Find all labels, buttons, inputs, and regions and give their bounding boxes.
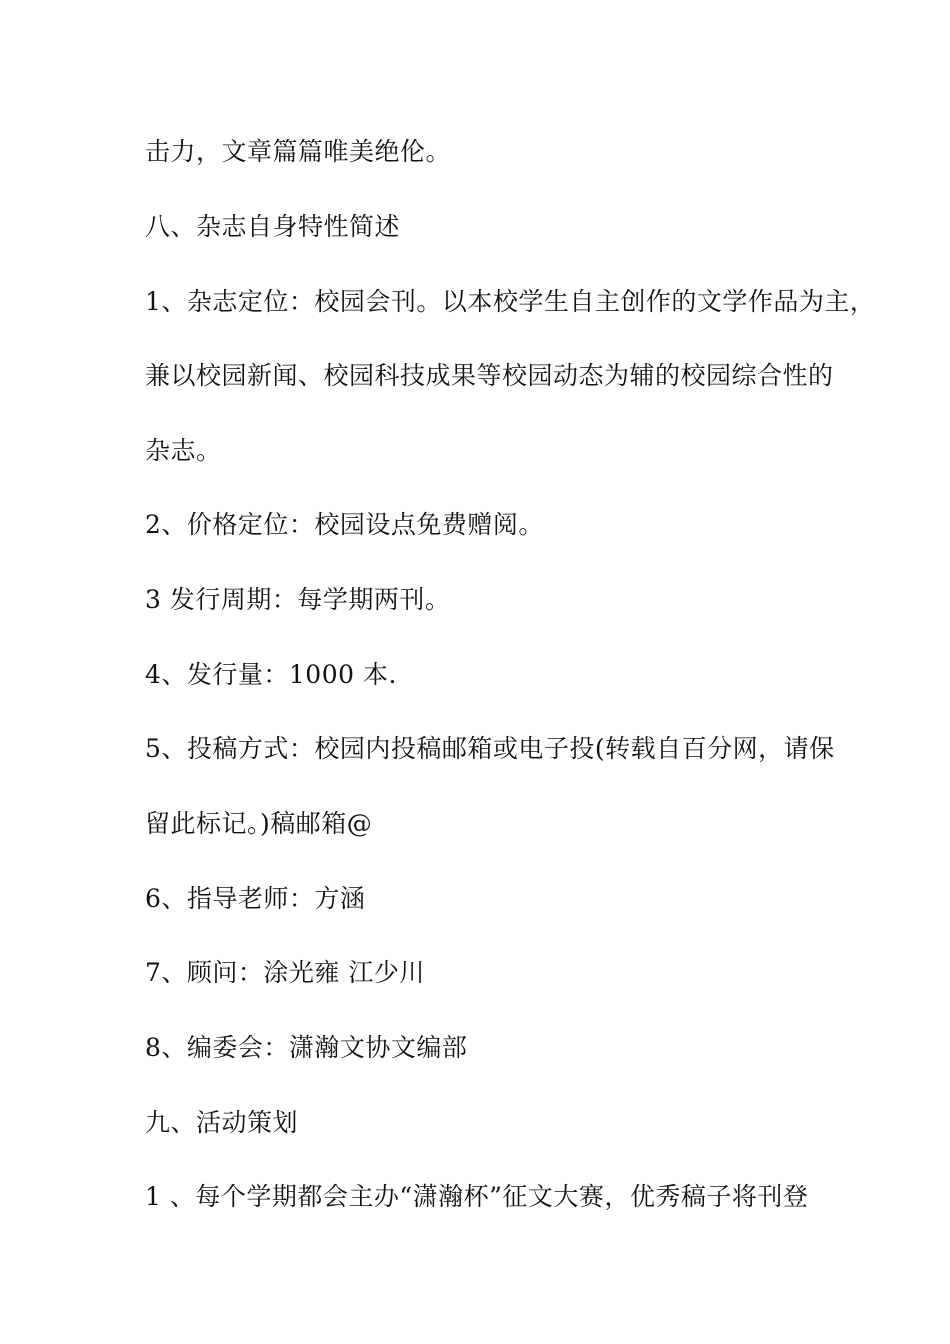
paragraph-line: 3 发行周期：每学期两刊。 [145,585,451,614]
paragraph-line: 兼以校园新闻、校园科技成果等校园动态为辅的校园综合性的 [145,361,834,390]
paragraph-line: 4、发行量：1000 本. [145,660,397,689]
paragraph-line: 5、投稿方式：校园内投稿邮箱或电子投(转载自百分网，请保 [145,734,835,763]
paragraph-line: 8、编委会：潇瀚文协文编部 [145,1033,468,1062]
paragraph-line: 杂志。 [145,436,222,465]
paragraph-line: 1、杂志定位：校园会刊。以本校学生自主创作的文学作品为主， [145,287,876,316]
section-heading-activity-planning: 九、活动策划 [145,1108,299,1137]
paragraph-line: 击力，文章篇篇唯美绝伦。 [145,137,452,166]
paragraph-line: 2、价格定位：校园设点免费赠阅。 [145,510,544,539]
section-heading-magazine-features: 八、杂志自身特性简述 [145,212,401,241]
paragraph-line: 7、顾问：涂光雍 江少川 [145,958,425,987]
paragraph-line: 1 、每个学期都会主办“潇瀚杯”征文大赛，优秀稿子将刊登 [145,1182,809,1211]
paragraph-line: 6、指导老师：方涵 [145,884,366,913]
paragraph-line: 留此标记。)稿邮箱@ [145,809,373,838]
